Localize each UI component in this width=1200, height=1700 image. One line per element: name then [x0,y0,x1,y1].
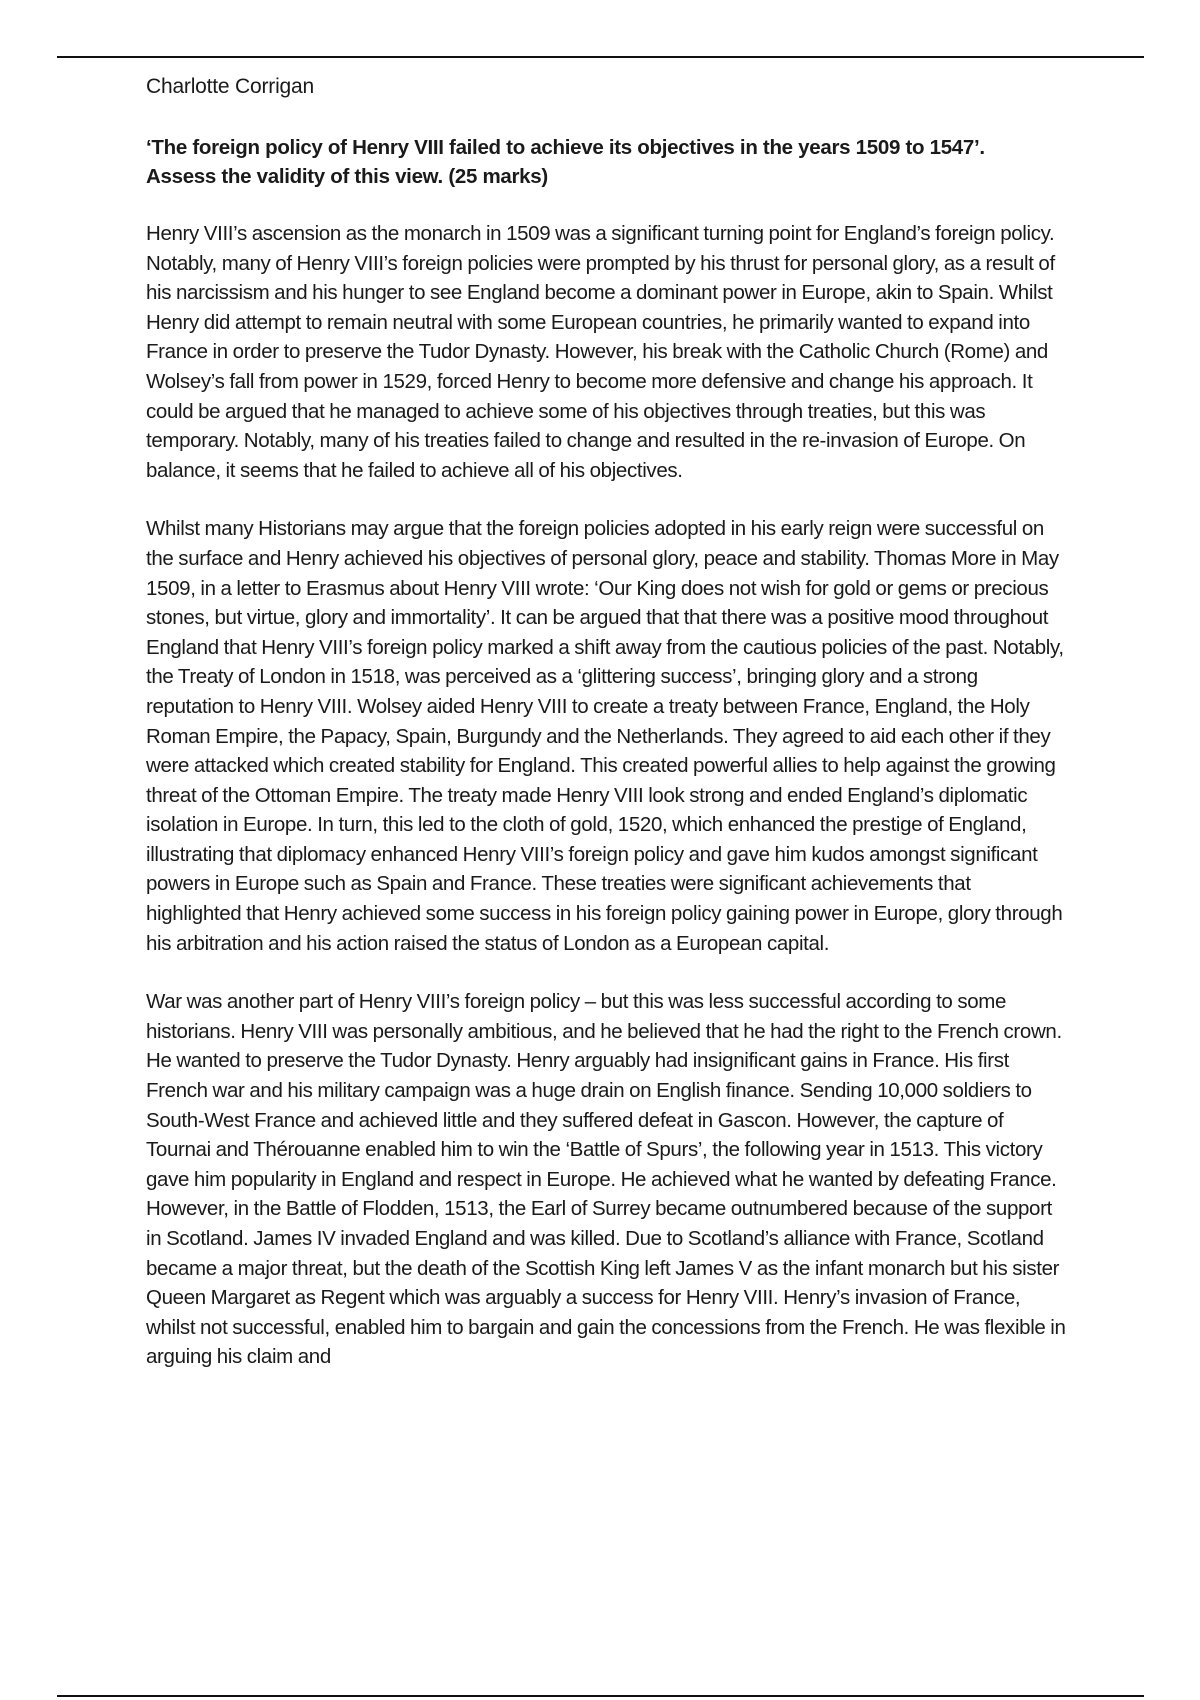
author-name: Charlotte Corrigan [146,75,314,98]
bottom-rule [57,1695,1144,1697]
essay-title-line-2: Assess the validity of this view. (25 marks) [146,165,548,188]
document-body [146,72,1066,1401]
top-rule [57,56,1144,58]
paragraph-treaties: Whilst many Historians may argue that the foreign policies adopted in his early reign were successful on the surface and Henry achieved his objectives of personal glory, peace and stability. Thomas More in May 1509, in a letter to Erasmus about Henry VIII wrote: ‘Our King does not wish for gold or gems or precious stones, but virtue, glory and immortality’. It can be argued that that there was a positive mood throughout England that Henry VIII’s foreign policy marked a shift away from the cautious policies of the past. Notably, the Treaty of London in 1518, was perceived as a ‘glittering success’, bringing glory and a strong reputation to Henry VIII. Wolsey aided Henry VIII to create a treaty between France, England, the Holy Roman Empire, the Papacy, Spain, Burgundy and the Netherlands. They agreed to aid each other if they were attacked which created stability for England. This created powerful allies to help against the growing threat of the Ottoman Empire. The treaty made Henry VIII look strong and ended England’s diplomatic isolation in Europe. In turn, this led to the cloth of gold, 1520, which enhanced the prestige of England, illustrating that diplomacy enhanced Henry VIII’s foreign policy and gave him kudos amongst significant powers in Europe such as Spain and France. These treaties were significant achievements that highlighted that Henry achieved some success in his foreign policy gaining power in Europe, glory through his arbitration and his action raised the status of London as a European capital. [146,517,1064,955]
paragraph-war: War was another part of Henry VIII’s foreign policy – but this was less successful according to some historians. Henry VIII was personally ambitious, and he believed that he had the right to the French crown. He wanted to preserve the Tudor Dynasty. Henry arguably had insignificant gains in France. His first French war and his military campaign was a huge drain on English finance. Sending 10,000 soldiers to South-West France and achieved little and they suffered defeat in Gascon. However, the capture of Tournai and Thérouanne enabled him to win the ‘Battle of Spurs’, the following year in 1513. This victory gave him popularity in England and respect in Europe. He achieved what he wanted by defeating France. However, in the Battle of Flodden, 1513, the Earl of Surrey became outnumbered because of the support in Scotland. James IV invaded England and was killed. Due to Scotland’s alliance with France, Scotland became a major threat, but the death of the Scottish King left James V as the infant monarch but his sister Queen Margaret as Regent which was arguably a success for Henry VIII. Henry’s invasion of France, whilst not successful, enabled him to bargain and gain the concessions from the French. He was flexible in arguing his claim and [146,990,1066,1369]
paragraph-introduction: Henry VIII’s ascension as the monarch in 1509 was a significant turning point for England’s foreign policy. Notably, many of Henry VIII’s foreign policies were prompted by his thrust for personal glory, as a result of his narcissism and his hunger to see England become a dominant power in Europe, akin to Spain. Whilst Henry did attempt to remain neutral with some European countries, he primarily wanted to expand into France in order to preserve the Tudor Dynasty. However, his break with the Catholic Church (Rome) and Wolsey’s fall from power in 1529, forced Henry to become more defensive and change his approach. It could be argued that he managed to achieve some of his objectives through treaties, but this was temporary. Notably, many of his treaties failed to change and resulted in the re-invasion of Europe. On balance, it seems that he failed to achieve all of his objectives. [146,222,1055,482]
essay-title [146,133,1066,191]
essay-title-line-1: ‘The foreign policy of Henry VIII failed to achieve its objectives in the years 1509 to 1547’. [146,136,985,159]
